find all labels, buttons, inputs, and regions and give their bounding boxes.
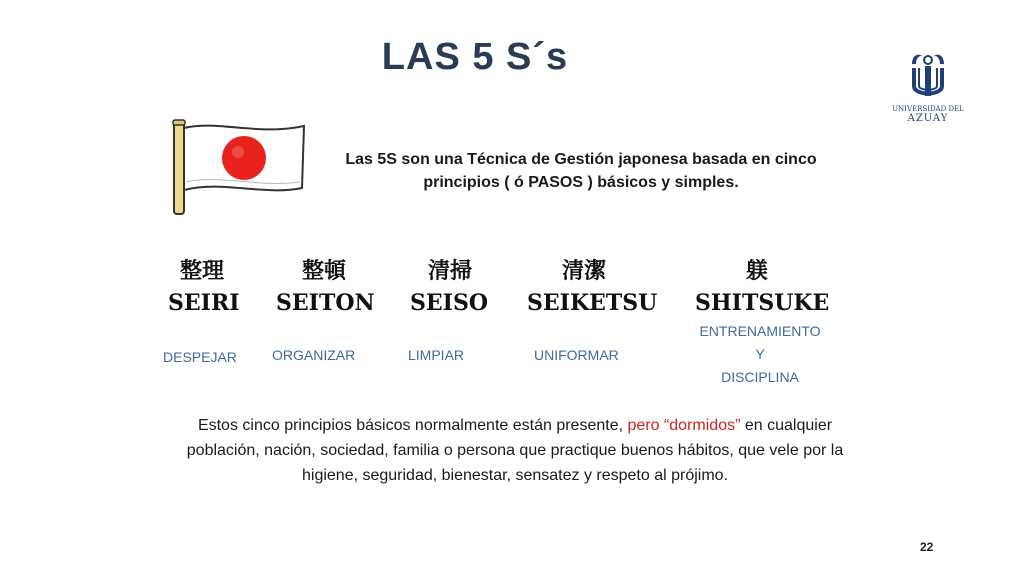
romaji-seiri: SEIRI bbox=[168, 290, 240, 316]
romaji-seiton: SEITON bbox=[276, 290, 375, 316]
meaning-shitsuke-line-1: ENTRENAMIENTO bbox=[699, 323, 821, 339]
meaning-seiri: DESPEJAR bbox=[163, 349, 237, 365]
meaning-shitsuke bbox=[688, 320, 832, 389]
romaji-seiso: SEISO bbox=[410, 290, 488, 316]
kanji-seiton: 整頓 bbox=[302, 259, 347, 284]
romaji-seiketsu: SEIKETSU bbox=[527, 290, 658, 316]
intro-text: Las 5S son una Técnica de Gestión japonesa basada en cinco principios ( ó PASOS ) básicos y simples. bbox=[345, 151, 817, 191]
outro-part-1: Estos cinco principios básicos normalmente están presente, bbox=[197, 417, 628, 434]
kanji-seiri: 整理 bbox=[180, 259, 225, 284]
logo-line-2: AZUAY bbox=[907, 113, 949, 124]
meaning-seiketsu: UNIFORMAR bbox=[534, 347, 619, 363]
japan-flag-icon bbox=[168, 118, 340, 218]
page-number: 22 bbox=[920, 540, 934, 554]
university-logo bbox=[886, 50, 970, 134]
meaning-seiso: LIMPIAR bbox=[408, 347, 465, 363]
meaning-seiton: ORGANIZAR bbox=[272, 347, 356, 363]
romaji-shitsuke: SHITSUKE bbox=[695, 290, 830, 316]
slide-title: LAS 5 S´s bbox=[381, 36, 569, 78]
meaning-shitsuke-line-3: DISCIPLINA bbox=[721, 369, 799, 385]
outro-highlight: pero “dormidos” bbox=[627, 417, 741, 434]
japan-flag-image bbox=[168, 118, 340, 218]
outro-text bbox=[170, 413, 860, 488]
logo-line-1: UNIVERSIDAD DEL bbox=[892, 105, 964, 113]
kanji-shitsuke: 躾 bbox=[746, 259, 769, 284]
kanji-seiso: 清掃 bbox=[428, 259, 473, 284]
kanji-seiketsu: 清潔 bbox=[562, 259, 607, 284]
meaning-shitsuke-line-2: Y bbox=[755, 346, 765, 362]
outro-part-2: en cualquier población, nación, sociedad, familia o persona que practique buenos hábitos, que vele por la higiene, seguridad, bienestar, sensatez y respeto al prójimo. bbox=[186, 417, 844, 484]
university-emblem-icon bbox=[886, 50, 970, 106]
logo-wordmark bbox=[886, 105, 970, 123]
